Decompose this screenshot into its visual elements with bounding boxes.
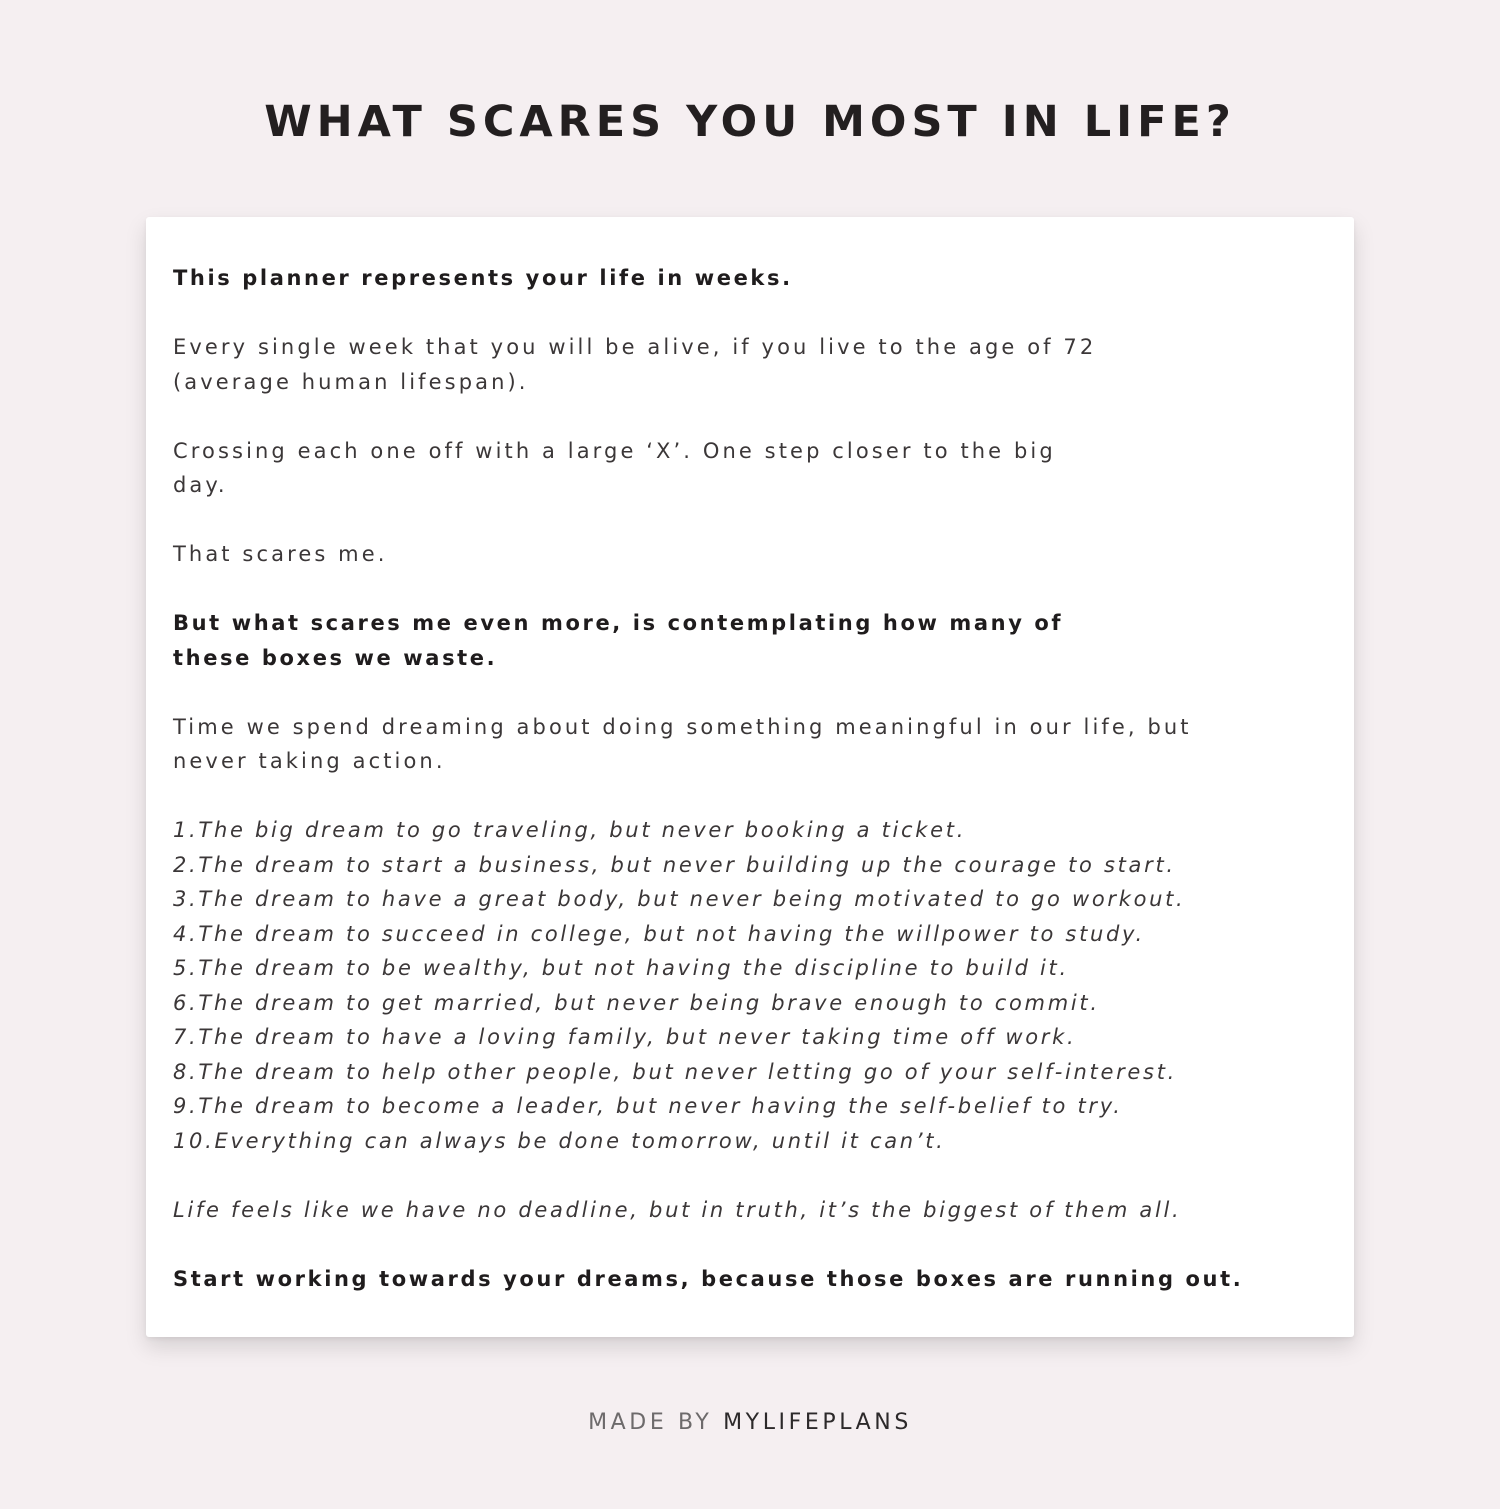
intro-heading: This planner represents your life in weeks. (173, 266, 793, 290)
spacer (173, 779, 1348, 814)
paragraph-line: Crossing each one off with a large ‘X’. One step closer to the big (173, 438, 1056, 463)
paragraph-line: never taking action. (173, 749, 446, 773)
paragraph-line: Time we spend dreaming about doing something meaningful in our life, but (173, 714, 1192, 739)
reflection-line: Life feels like we have no deadline, but in truth, it’s the biggest of them all. (173, 1197, 1182, 1222)
emphasis-line: these boxes we waste. (173, 645, 498, 670)
spacer (173, 503, 1348, 538)
page-title: WHAT SCARES YOU MOST IN LIFE? (264, 97, 1236, 147)
list-item: 7.The dream to have a loving family, but never taking time off work. (173, 1025, 1077, 1049)
list-item: 2.The dream to start a business, but never building up the courage to start. (173, 852, 1176, 877)
made-by-label: MADE BY (588, 1410, 713, 1435)
list-item: 3.The dream to have a great body, but never being motivated to go workout. (173, 887, 1186, 911)
list-item: 6.The dream to get married, but never being brave enough to commit. (173, 990, 1100, 1015)
spacer (173, 572, 1348, 607)
list-item: 5.The dream to be wealthy, but not having the discipline to build it. (173, 956, 1069, 980)
card-content (173, 261, 1348, 1296)
paragraph-line: Every single week that you will be alive, if you live to the age of 72 (173, 335, 1097, 359)
list-item: 9.The dream to become a leader, but never having the self-belief to try. (173, 1094, 1123, 1118)
paragraph-line: That scares me. (173, 542, 388, 566)
list-item: 4.The dream to succeed in college, but not having the willpower to study. (173, 921, 1145, 946)
spacer (173, 1227, 1348, 1262)
spacer (173, 399, 1348, 434)
closing-line: Start working towards your dreams, because those boxes are running out. (173, 1266, 1244, 1291)
emphasis-line: But what scares me even more, is contemplating how many of (173, 611, 1064, 635)
spacer (173, 1158, 1348, 1193)
paragraph-line: (average human lifespan). (173, 369, 529, 394)
brand-name: MYLIFEPLANS (723, 1410, 912, 1435)
list-item: 1.The big dream to go traveling, but never booking a ticket. (173, 818, 967, 842)
list-item: 10.Everything can always be done tomorrow, until it can’t. (173, 1128, 946, 1153)
list-item: 8.The dream to help other people, but never letting go of your self-interest. (173, 1059, 1178, 1084)
content-card (146, 217, 1354, 1337)
spacer (173, 675, 1348, 710)
spacer (173, 296, 1348, 331)
footer-credit (0, 1408, 1500, 1438)
paragraph-line: day. (173, 473, 228, 497)
